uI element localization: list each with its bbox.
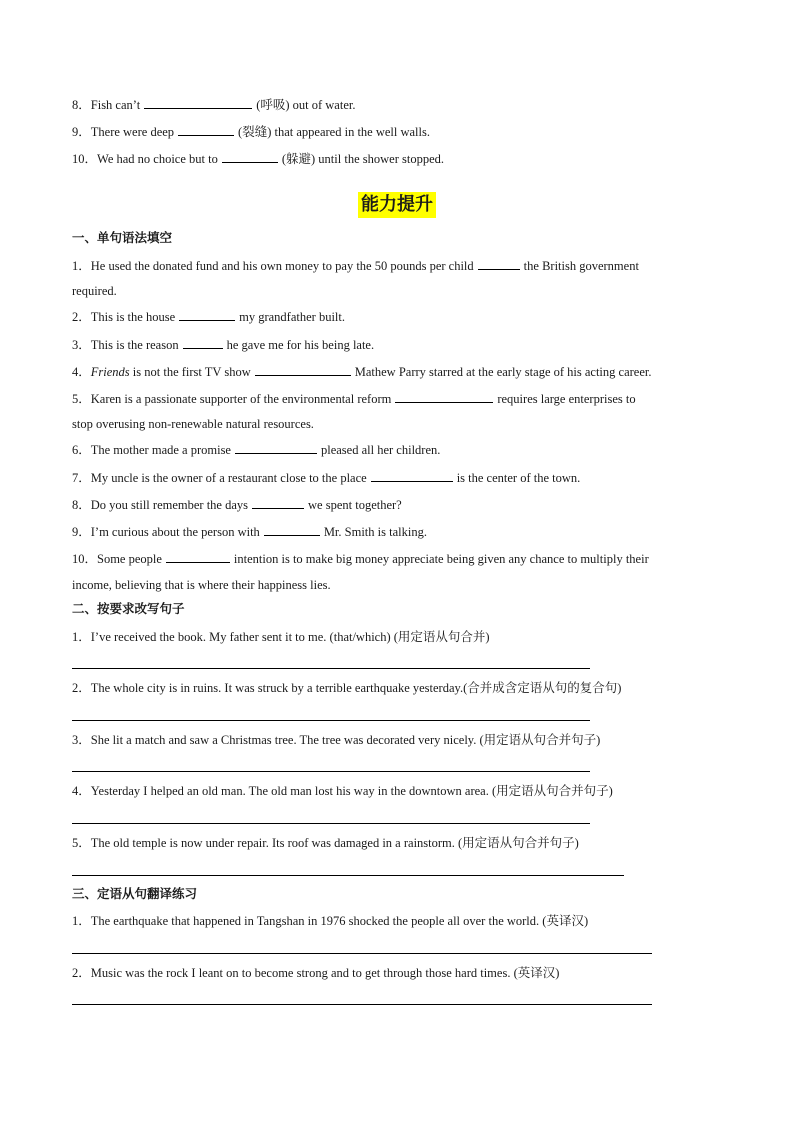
- s1-q10-cont: income, believing that is where their happiness lies.: [72, 578, 331, 592]
- s1-q9: [72, 523, 427, 540]
- fill-blank[interactable]: [179, 308, 235, 321]
- question-text: Mathew Parry starred at the early stage of his acting career.: [354, 365, 652, 379]
- s1-q6: [72, 441, 440, 458]
- fill-blank[interactable]: [144, 96, 252, 109]
- question-text: 10．Some people: [72, 552, 162, 566]
- answer-line[interactable]: [72, 668, 590, 669]
- question-text: 2．This is the house: [72, 310, 176, 324]
- question-number: 4．: [72, 365, 91, 379]
- top-item-10: [72, 150, 444, 167]
- question-text: the British government: [523, 259, 639, 273]
- question-text: 9．I’m curious about the person with: [72, 525, 260, 539]
- fill-blank[interactable]: [235, 441, 317, 454]
- answer-line[interactable]: [72, 823, 590, 824]
- s1-q2: [72, 308, 345, 325]
- fill-blank[interactable]: [478, 257, 520, 270]
- s1-q4: [72, 363, 651, 380]
- question-text: 8．Do you still remember the days: [72, 498, 249, 512]
- top-item-8: [72, 96, 355, 113]
- item-hint: (躲避) until the shower stopped.: [281, 152, 444, 166]
- fill-blank[interactable]: [371, 469, 453, 482]
- answer-line[interactable]: [72, 1004, 652, 1005]
- s2-q3: 3．She lit a match and saw a Christmas tree. The tree was decorated very nicely. (用定语从句合并句子): [72, 733, 601, 747]
- item-hint: (呼吸) out of water.: [256, 98, 356, 112]
- fill-blank[interactable]: [255, 363, 351, 376]
- question-text: requires large enterprises to: [497, 392, 636, 406]
- s1-q3: [72, 336, 374, 353]
- section-1-title: 一、单句语法填空: [72, 230, 173, 245]
- section-3-title: 三、定语从句翻译练习: [72, 886, 198, 901]
- item-text: There were deep: [90, 125, 175, 139]
- fill-blank[interactable]: [395, 390, 493, 403]
- s3-q2: 2．Music was the rock I leant on to become strong and to get through those hard times. (英译汉): [72, 966, 560, 980]
- fill-blank[interactable]: [264, 523, 320, 536]
- question-text: my grandfather built.: [239, 310, 345, 324]
- question-text: 5．Karen is a passionate supporter of the environmental reform: [72, 392, 392, 406]
- question-italic: Friends: [90, 365, 130, 379]
- answer-line[interactable]: [72, 875, 624, 876]
- question-text: Mr. Smith is talking.: [323, 525, 427, 539]
- answer-line[interactable]: [72, 771, 590, 772]
- question-text: is not the first TV show: [132, 365, 251, 379]
- question-text: pleased all her children.: [320, 443, 441, 457]
- s1-q1: [72, 257, 639, 274]
- question-text: 6．The mother made a promise: [72, 443, 231, 457]
- s1-q7: [72, 469, 580, 486]
- s2-q4: 4．Yesterday I helped an old man. The old man lost his way in the downtown area. (用定语从句合并句子): [72, 784, 613, 798]
- fill-blank[interactable]: [252, 496, 304, 509]
- s2-q5: 5．The old temple is now under repair. Its roof was damaged in a rainstorm. (用定语从句合并句子): [72, 836, 579, 850]
- fill-blank[interactable]: [178, 123, 234, 136]
- question-text: we spent together?: [308, 498, 402, 512]
- s3-q1: 1．The earthquake that happened in Tangshan in 1976 shocked the people all over the world. (英译汉): [72, 914, 589, 928]
- item-text: We had no choice but to: [97, 152, 218, 166]
- fill-blank[interactable]: [183, 336, 223, 349]
- fill-blank[interactable]: [166, 550, 230, 563]
- item-hint: (裂缝) that appeared in the well walls.: [238, 125, 430, 139]
- item-number: 9．: [72, 125, 91, 139]
- question-text: is the center of the town.: [456, 471, 581, 485]
- answer-line[interactable]: [72, 720, 590, 721]
- answer-line[interactable]: [72, 953, 652, 954]
- fill-blank[interactable]: [222, 150, 278, 163]
- item-text: Fish can’t: [90, 98, 141, 112]
- s2-q1: 1．I’ve received the book. My father sent it to me. (that/which) (用定语从句合并): [72, 630, 490, 644]
- s1-q5-cont: stop overusing non-renewable natural resources.: [72, 417, 314, 431]
- s1-q8: [72, 496, 402, 513]
- s2-q2: 2．The whole city is in ruins. It was struck by a terrible earthquake yesterday.(合并成含定语从句的复合句): [72, 681, 622, 695]
- section-2-title: 二、按要求改写句子: [72, 601, 185, 616]
- top-item-9: [72, 123, 430, 140]
- item-number: 8．: [72, 98, 91, 112]
- s1-q5: [72, 390, 636, 407]
- question-text: intention is to make big money appreciate being given any chance to multiply their: [233, 552, 649, 566]
- item-number: 10．: [72, 152, 98, 166]
- highlight-title: 能力提升: [358, 192, 436, 218]
- question-text: he gave me for his being late.: [226, 338, 375, 352]
- question-text: 1．He used the donated fund and his own money to pay the 50 pounds per child: [72, 259, 474, 273]
- question-text: 7．My uncle is the owner of a restaurant close to the place: [72, 471, 367, 485]
- question-text: 3．This is the reason: [72, 338, 179, 352]
- s1-q10: [72, 550, 649, 567]
- s1-q1-cont: required.: [72, 284, 117, 298]
